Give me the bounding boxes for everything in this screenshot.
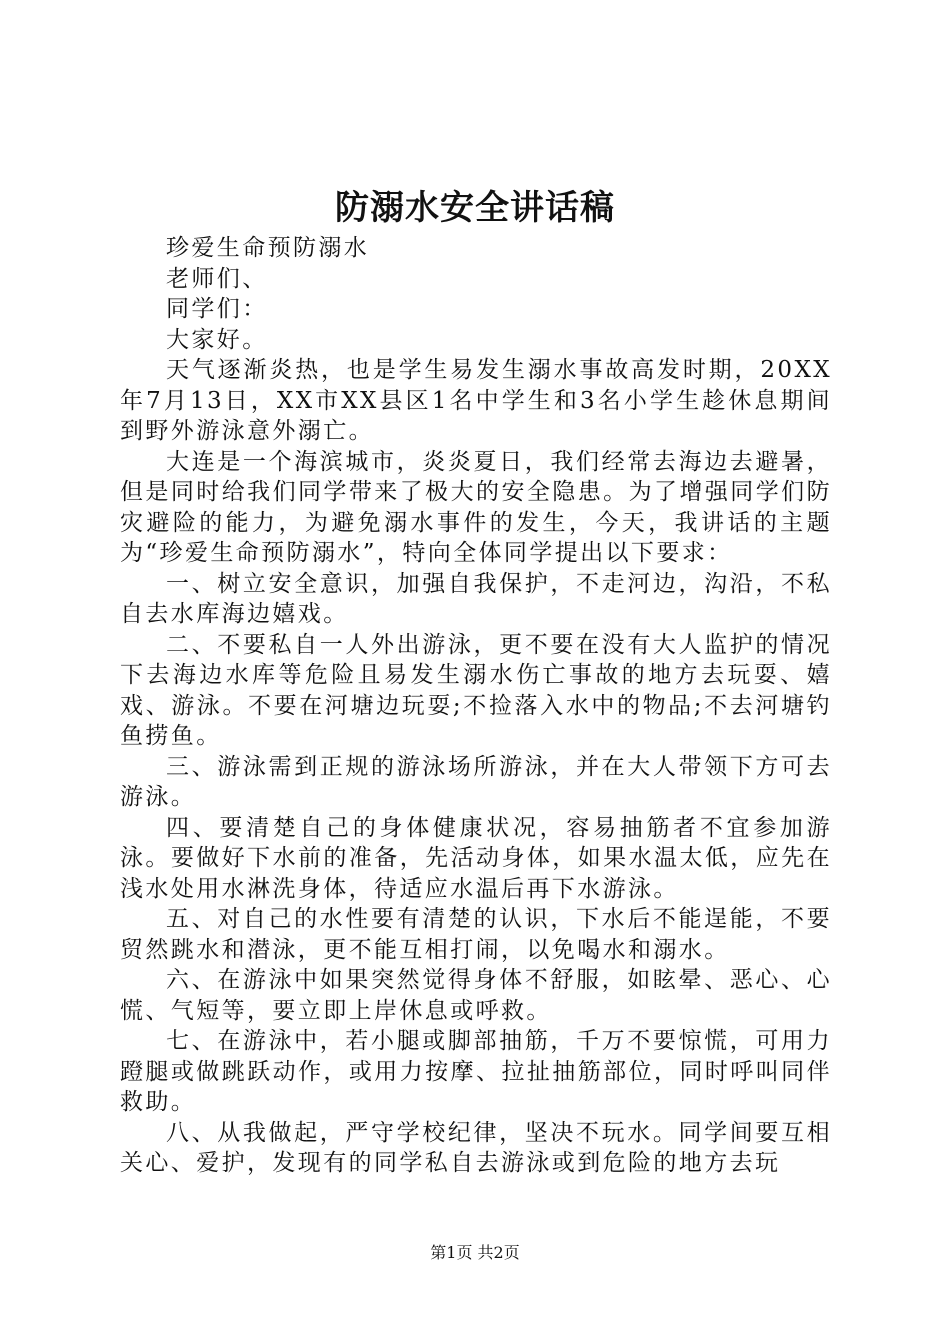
- paragraph-item-3: 三、游泳需到正规的游泳场所游泳，并在大人带领下方可去游泳。: [120, 753, 832, 810]
- document-body: [120, 233, 832, 1179]
- page-number-footer: 第1页 共2页: [430, 1243, 520, 1262]
- paragraph-item-7: 七、在游泳中，若小腿或脚部抽筋，千万不要惊慌，可用力蹬腿或做跳跃动作，或用力按摩、拉扯抽筋部位，同时呼叫同伴救助。: [120, 1028, 832, 1115]
- document-title: 防溺水安全讲话稿: [335, 188, 615, 228]
- paragraph-context: 大连是一个海滨城市，炎炎夏日，我们经常去海边去避暑，但是同时给我们同学带来了极大的安全隐患。为了增强同学们防灾避险的能力，为避免溺水事件的发生，今天，我讲话的主题为“珍爱生命预防溺水”，特向全体同学提出以下要求：: [120, 448, 832, 566]
- paragraph-item-4: 四、要清楚自己的身体健康状况，容易抽筋者不宜参加游泳。要做好下水前的准备，先活动身体，如果水温太低，应先在浅水处用水淋洗身体，待适应水温后再下水游泳。: [120, 814, 832, 902]
- paragraph-intro: 天气逐渐炎热，也是学生易发生溺水事故高发时期，20XX年7月13日，XX市XX县区1名中学生和3名小学生趁休息期间到野外游泳意外溺亡。: [120, 357, 832, 444]
- paragraph-item-5: 五、对自己的水性要有清楚的认识，下水后不能逞能，不要贸然跳水和潜泳，更不能互相打闹，以免喝水和溺水。: [120, 906, 832, 963]
- paragraph-salutation-teachers: 老师们、: [166, 265, 268, 292]
- paragraph-item-6: 六、在游泳中如果突然觉得身体不舒服，如眩晕、恶心、心慌、气短等，要立即上岸休息或呼救。: [120, 967, 832, 1024]
- paragraph-subtitle: 珍爱生命预防溺水: [166, 235, 370, 261]
- paragraph-item-8: 八、从我做起，严守学校纪律，坚决不玩水。同学间要互相关心、爱护，发现有的同学私自去游泳或到危险的地方去玩: [120, 1119, 832, 1176]
- paragraph-item-1: 一、树立安全意识，加强自我保护，不走河边，沟沿，不私自去水库海边嬉戏。: [120, 570, 832, 627]
- paragraph-item-2: 二、不要私自一人外出游泳，更不要在没有大人监护的情况下去海边水库等危险且易发生溺水伤亡事故的地方去玩耍、嬉戏、游泳。不要在河塘边玩耍;不捡落入水中的物品;不去河塘钓鱼捞鱼。: [120, 631, 832, 749]
- paragraph-greeting: 大家好。: [166, 326, 268, 353]
- paragraph-salutation-students: 同学们：: [166, 296, 268, 322]
